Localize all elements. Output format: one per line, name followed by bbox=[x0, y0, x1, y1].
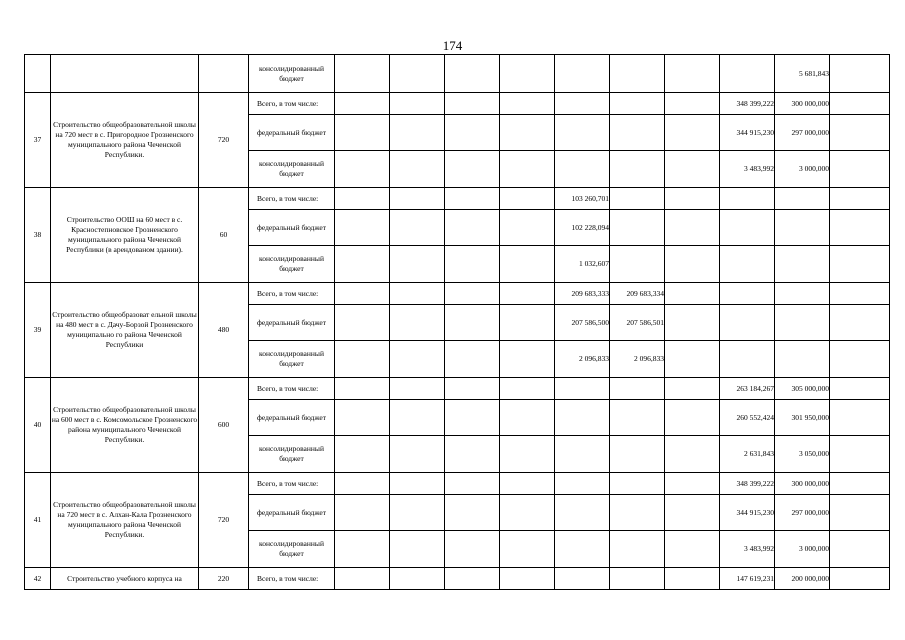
cell-amount bbox=[335, 305, 390, 341]
cell-budget-type: федеральный бюджет bbox=[249, 305, 335, 341]
cell-amount bbox=[665, 93, 720, 115]
cell-amount bbox=[665, 151, 720, 188]
cell-amount bbox=[830, 495, 890, 531]
cell-amount: 301 950,000 bbox=[775, 400, 830, 436]
cell-amount bbox=[335, 151, 390, 188]
cell-amount: 3 000,000 bbox=[775, 531, 830, 568]
cell-project-number: 39 bbox=[25, 283, 51, 378]
cell-amount: 348 399,222 bbox=[720, 93, 775, 115]
cell-amount bbox=[500, 531, 555, 568]
cell-capacity: 720 bbox=[199, 473, 249, 568]
cell-amount bbox=[445, 531, 500, 568]
cell-amount bbox=[445, 93, 500, 115]
cell-amount bbox=[720, 283, 775, 305]
cell-project-name: Строительство общеобразовательной школы на 720 мест в с. Пригородное Грозненского муниципального района Чеченской Республики. bbox=[51, 93, 199, 188]
cell-budget-type: Всего, в том числе: bbox=[249, 93, 335, 115]
cell-amount bbox=[500, 151, 555, 188]
cell-amount bbox=[665, 188, 720, 210]
cell-amount bbox=[665, 246, 720, 283]
cell-amount bbox=[830, 93, 890, 115]
cell-capacity: 220 bbox=[199, 568, 249, 590]
cell-amount bbox=[555, 93, 610, 115]
cell-amount: 3 050,000 bbox=[775, 436, 830, 473]
cell-amount bbox=[830, 55, 890, 93]
cell-amount bbox=[830, 305, 890, 341]
cell-amount bbox=[335, 188, 390, 210]
cell-amount: 3 483,992 bbox=[720, 531, 775, 568]
cell-budget-type: консолидированный бюджет bbox=[249, 151, 335, 188]
cell-amount bbox=[775, 188, 830, 210]
cell-amount bbox=[335, 436, 390, 473]
cell-amount: 2 096,833 bbox=[555, 341, 610, 378]
cell-amount bbox=[610, 55, 665, 93]
table-row bbox=[25, 378, 890, 400]
cell-amount bbox=[555, 55, 610, 93]
cell-capacity: 60 bbox=[199, 188, 249, 283]
cell-budget-type: федеральный бюджет bbox=[249, 210, 335, 246]
cell-amount bbox=[610, 210, 665, 246]
cell-amount bbox=[390, 283, 445, 305]
cell-amount bbox=[335, 473, 390, 495]
cell-amount bbox=[335, 93, 390, 115]
cell-amount bbox=[555, 495, 610, 531]
cell-amount bbox=[500, 188, 555, 210]
cell-amount bbox=[555, 568, 610, 590]
cell-project-number: 42 bbox=[25, 568, 51, 590]
cell-budget-type: консолидированный бюджет bbox=[249, 531, 335, 568]
cell-amount bbox=[610, 568, 665, 590]
cell-budget-type: Всего, в том числе: bbox=[249, 473, 335, 495]
cell-project-number: 37 bbox=[25, 93, 51, 188]
cell-amount bbox=[335, 210, 390, 246]
cell-amount: 3 000,000 bbox=[775, 151, 830, 188]
cell-budget-type: Всего, в том числе: bbox=[249, 568, 335, 590]
table-row-carryover bbox=[25, 55, 890, 93]
cell-amount bbox=[665, 495, 720, 531]
cell-amount bbox=[720, 210, 775, 246]
cell-project-name: Строительство общеобразовательной школы на 720 мест в с. Алхан-Кала Грозненского муниципального района Чеченской Республики. bbox=[51, 473, 199, 568]
cell-amount bbox=[665, 378, 720, 400]
cell-project-number: 40 bbox=[25, 378, 51, 473]
cell-amount: 209 683,333 bbox=[555, 283, 610, 305]
cell-budget-type: федеральный бюджет bbox=[249, 495, 335, 531]
cell-budget-type: консолидированный бюджет bbox=[249, 246, 335, 283]
cell-amount bbox=[390, 246, 445, 283]
cell-amount bbox=[500, 283, 555, 305]
cell-amount bbox=[610, 436, 665, 473]
cell-project-name: Строительство учебного корпуса на bbox=[51, 568, 199, 590]
cell-amount: 1 032,607 bbox=[555, 246, 610, 283]
cell-amount bbox=[610, 151, 665, 188]
cell-amount bbox=[390, 473, 445, 495]
cell-amount: 207 586,500 bbox=[555, 305, 610, 341]
cell-amount bbox=[830, 378, 890, 400]
cell-amount bbox=[390, 210, 445, 246]
cell-amount bbox=[335, 341, 390, 378]
cell-amount bbox=[555, 378, 610, 400]
table-row bbox=[25, 473, 890, 495]
cell-project-number: 38 bbox=[25, 188, 51, 283]
cell-amount: 305 000,000 bbox=[775, 378, 830, 400]
cell-amount bbox=[445, 378, 500, 400]
cell-amount bbox=[500, 305, 555, 341]
cell-amount bbox=[445, 400, 500, 436]
cell-amount bbox=[500, 378, 555, 400]
cell-amount bbox=[500, 210, 555, 246]
cell-amount bbox=[500, 341, 555, 378]
cell-amount bbox=[335, 495, 390, 531]
cell-project-name: Строительство ООШ на 60 мест в с. Красностепновское Грозненского муниципального района Чеченской Республики (в арендованом здании). bbox=[51, 188, 199, 283]
cell-amount bbox=[335, 283, 390, 305]
cell-amount bbox=[445, 568, 500, 590]
cell-capacity: 720 bbox=[199, 93, 249, 188]
cell-amount: 300 000,000 bbox=[775, 93, 830, 115]
cell-amount: 348 399,222 bbox=[720, 473, 775, 495]
cell-amount bbox=[665, 568, 720, 590]
cell-amount bbox=[830, 151, 890, 188]
cell-amount bbox=[445, 283, 500, 305]
cell-amount bbox=[390, 495, 445, 531]
cell-amount bbox=[610, 400, 665, 436]
cell-amount bbox=[390, 568, 445, 590]
cell-amount: 102 228,094 bbox=[555, 210, 610, 246]
cell-amount bbox=[335, 531, 390, 568]
cell-amount bbox=[830, 341, 890, 378]
cell-amount bbox=[335, 568, 390, 590]
cell-amount bbox=[390, 55, 445, 93]
cell-amount: 344 915,230 bbox=[720, 495, 775, 531]
cell-amount bbox=[665, 115, 720, 151]
cell-amount bbox=[720, 55, 775, 93]
cell-amount bbox=[830, 568, 890, 590]
cell-amount bbox=[555, 531, 610, 568]
cell-amount bbox=[500, 495, 555, 531]
cell-amount bbox=[500, 55, 555, 93]
cell-amount bbox=[390, 115, 445, 151]
cell-amount bbox=[775, 283, 830, 305]
cell-amount bbox=[665, 305, 720, 341]
cell-amount bbox=[390, 151, 445, 188]
cell-amount bbox=[610, 188, 665, 210]
cell-amount bbox=[830, 436, 890, 473]
cell-amount bbox=[555, 400, 610, 436]
cell-budget-type: Всего, в том числе: bbox=[249, 378, 335, 400]
cell-amount bbox=[665, 283, 720, 305]
cell-amount bbox=[775, 210, 830, 246]
cell-amount bbox=[335, 246, 390, 283]
cell-amount bbox=[830, 283, 890, 305]
cell-amount bbox=[830, 531, 890, 568]
cell-amount bbox=[610, 378, 665, 400]
cell-amount: 147 619,231 bbox=[720, 568, 775, 590]
cell-amount: 103 260,701 bbox=[555, 188, 610, 210]
cell-project-name bbox=[51, 55, 199, 93]
table-row bbox=[25, 188, 890, 210]
cell-amount: 2 096,833 bbox=[610, 341, 665, 378]
cell-budget-type: федеральный бюджет bbox=[249, 115, 335, 151]
cell-amount: 300 000,000 bbox=[775, 473, 830, 495]
cell-amount bbox=[665, 210, 720, 246]
cell-amount bbox=[665, 341, 720, 378]
cell-amount: 297 000,000 bbox=[775, 495, 830, 531]
cell-amount: 344 915,230 bbox=[720, 115, 775, 151]
cell-amount bbox=[610, 115, 665, 151]
cell-amount bbox=[500, 436, 555, 473]
cell-amount bbox=[445, 115, 500, 151]
cell-project-name: Строительство общеобразоват ельной школы на 480 мест в с. Дачу-Борзой Грозненского муниципально го района Чеченской Республики bbox=[51, 283, 199, 378]
cell-amount: 260 552,424 bbox=[720, 400, 775, 436]
cell-amount bbox=[390, 378, 445, 400]
cell-amount bbox=[775, 341, 830, 378]
cell-amount bbox=[390, 400, 445, 436]
cell-project-name: Строительство общеобразовательной школы на 600 мест в с. Комсомольское Грозненского района муниципального Чеченской Республики. bbox=[51, 378, 199, 473]
cell-amount bbox=[720, 305, 775, 341]
budget-table bbox=[24, 54, 890, 590]
cell-amount bbox=[830, 115, 890, 151]
cell-capacity bbox=[199, 55, 249, 93]
cell-amount: 5 681,843 bbox=[775, 55, 830, 93]
table-row bbox=[25, 283, 890, 305]
cell-project-number bbox=[25, 55, 51, 93]
cell-amount bbox=[500, 115, 555, 151]
cell-amount bbox=[335, 378, 390, 400]
cell-amount bbox=[555, 473, 610, 495]
cell-amount bbox=[500, 400, 555, 436]
cell-capacity: 600 bbox=[199, 378, 249, 473]
cell-amount bbox=[390, 531, 445, 568]
cell-amount bbox=[610, 246, 665, 283]
cell-amount bbox=[445, 55, 500, 93]
cell-amount bbox=[665, 531, 720, 568]
cell-budget-type: консолидированный бюджет bbox=[249, 341, 335, 378]
cell-amount bbox=[610, 531, 665, 568]
cell-amount bbox=[445, 246, 500, 283]
cell-capacity: 480 bbox=[199, 283, 249, 378]
cell-amount bbox=[500, 93, 555, 115]
cell-amount bbox=[445, 188, 500, 210]
cell-amount: 200 000,000 bbox=[775, 568, 830, 590]
cell-amount bbox=[830, 210, 890, 246]
cell-budget-type: Всего, в том числе: bbox=[249, 188, 335, 210]
cell-amount bbox=[665, 473, 720, 495]
cell-amount bbox=[445, 495, 500, 531]
cell-amount bbox=[335, 400, 390, 436]
cell-amount bbox=[445, 305, 500, 341]
cell-amount bbox=[555, 151, 610, 188]
cell-budget-type: федеральный бюджет bbox=[249, 400, 335, 436]
cell-amount bbox=[335, 55, 390, 93]
cell-budget-type: Всего, в том числе: bbox=[249, 283, 335, 305]
cell-amount bbox=[830, 473, 890, 495]
cell-amount bbox=[335, 115, 390, 151]
table-row bbox=[25, 93, 890, 115]
page-number: 174 bbox=[442, 38, 463, 53]
cell-amount bbox=[445, 210, 500, 246]
cell-amount: 3 483,992 bbox=[720, 151, 775, 188]
cell-amount bbox=[665, 436, 720, 473]
cell-amount bbox=[390, 436, 445, 473]
cell-amount: 2 631,843 bbox=[720, 436, 775, 473]
cell-amount bbox=[500, 473, 555, 495]
cell-amount bbox=[720, 341, 775, 378]
cell-amount bbox=[500, 246, 555, 283]
cell-amount bbox=[830, 246, 890, 283]
cell-amount bbox=[665, 400, 720, 436]
cell-amount: 263 184,267 bbox=[720, 378, 775, 400]
cell-amount bbox=[445, 436, 500, 473]
cell-amount: 297 000,000 bbox=[775, 115, 830, 151]
cell-amount bbox=[445, 341, 500, 378]
cell-budget-type: консолидированный бюджет bbox=[249, 436, 335, 473]
cell-amount bbox=[390, 93, 445, 115]
cell-amount bbox=[665, 55, 720, 93]
cell-amount bbox=[610, 473, 665, 495]
cell-amount bbox=[610, 495, 665, 531]
cell-amount bbox=[555, 115, 610, 151]
cell-amount bbox=[390, 341, 445, 378]
cell-amount: 209 683,334 bbox=[610, 283, 665, 305]
cell-amount: 207 586,501 bbox=[610, 305, 665, 341]
cell-amount bbox=[390, 305, 445, 341]
cell-amount bbox=[775, 246, 830, 283]
cell-amount bbox=[500, 568, 555, 590]
cell-amount bbox=[720, 188, 775, 210]
cell-amount bbox=[775, 305, 830, 341]
cell-project-number: 41 bbox=[25, 473, 51, 568]
cell-amount bbox=[610, 93, 665, 115]
cell-amount bbox=[555, 436, 610, 473]
cell-amount bbox=[445, 473, 500, 495]
table-row bbox=[25, 568, 890, 590]
cell-amount bbox=[830, 400, 890, 436]
cell-amount bbox=[445, 151, 500, 188]
cell-amount bbox=[720, 246, 775, 283]
cell-budget-type: консолидированный бюджет bbox=[249, 55, 335, 93]
cell-amount bbox=[390, 188, 445, 210]
cell-amount bbox=[830, 188, 890, 210]
